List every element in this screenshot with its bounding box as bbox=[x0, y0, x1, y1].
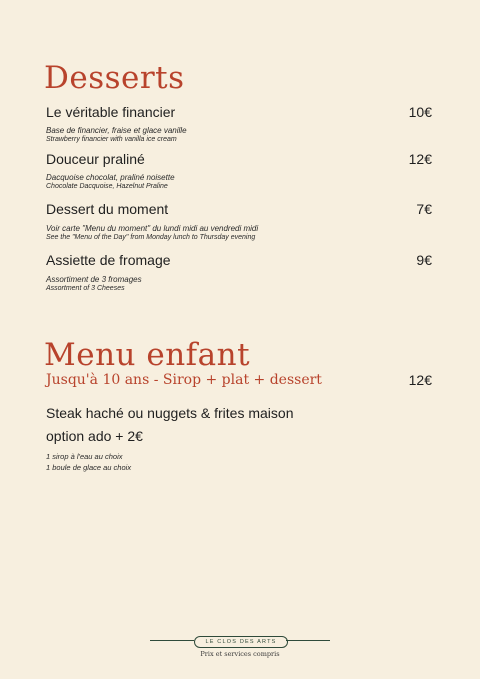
dessert-item-description-en: See the "Menu of the Day" from Monday lunch to Thursday evening bbox=[46, 234, 256, 241]
footer-brand: LE CLOS DES ARTS bbox=[194, 636, 288, 648]
dessert-item-price: 9€ bbox=[416, 252, 432, 268]
footer-divider-left bbox=[150, 640, 194, 641]
dessert-item-description-fr: Assortiment de 3 fromages bbox=[46, 275, 142, 284]
dessert-item-price: 7€ bbox=[416, 201, 432, 217]
dessert-item-price: 10€ bbox=[408, 104, 432, 120]
footer bbox=[0, 632, 480, 662]
menu-enfant-title: Menu enfant bbox=[44, 337, 251, 373]
dessert-item-price: 12€ bbox=[408, 151, 432, 167]
menu-enfant-extra: 1 boule de glace au choix bbox=[46, 463, 132, 472]
dessert-item-description-fr: Voir carte "Menu du moment" du lundi midi au vendredi midi bbox=[46, 224, 259, 233]
menu-enfant-price: 12€ bbox=[408, 372, 432, 388]
dessert-item-description-fr: Dacquoise chocolat, praliné noisette bbox=[46, 173, 175, 182]
dessert-item-description-en: Assortment of 3 Cheeses bbox=[46, 285, 125, 292]
dessert-item-name: Assiette de fromage bbox=[46, 252, 171, 268]
footer-divider-right bbox=[286, 640, 330, 641]
menu-enfant-option-line: option ado + 2€ bbox=[46, 428, 143, 444]
dessert-item-name: Le véritable financier bbox=[46, 104, 176, 120]
dessert-item-name: Douceur praliné bbox=[46, 151, 145, 167]
dessert-item-description-en: Chocolate Dacquoise, Hazelnut Praline bbox=[46, 183, 168, 190]
footer-note: Prix et services compris bbox=[200, 650, 280, 658]
dessert-item-name: Dessert du moment bbox=[46, 201, 169, 217]
desserts-title: Desserts bbox=[44, 60, 185, 96]
dessert-item-description-fr: Base de financier, fraise et glace vanille bbox=[46, 126, 187, 135]
dessert-item-description-en: Strawberry financier with vanilla ice cream bbox=[46, 136, 177, 143]
menu-enfant-extra: 1 sirop à l'eau au choix bbox=[46, 452, 123, 461]
menu-enfant-subtitle: Jusqu'à 10 ans - Sirop + plat + dessert bbox=[46, 372, 322, 388]
menu-enfant-main-line: Steak haché ou nuggets & frites maison bbox=[46, 405, 294, 421]
